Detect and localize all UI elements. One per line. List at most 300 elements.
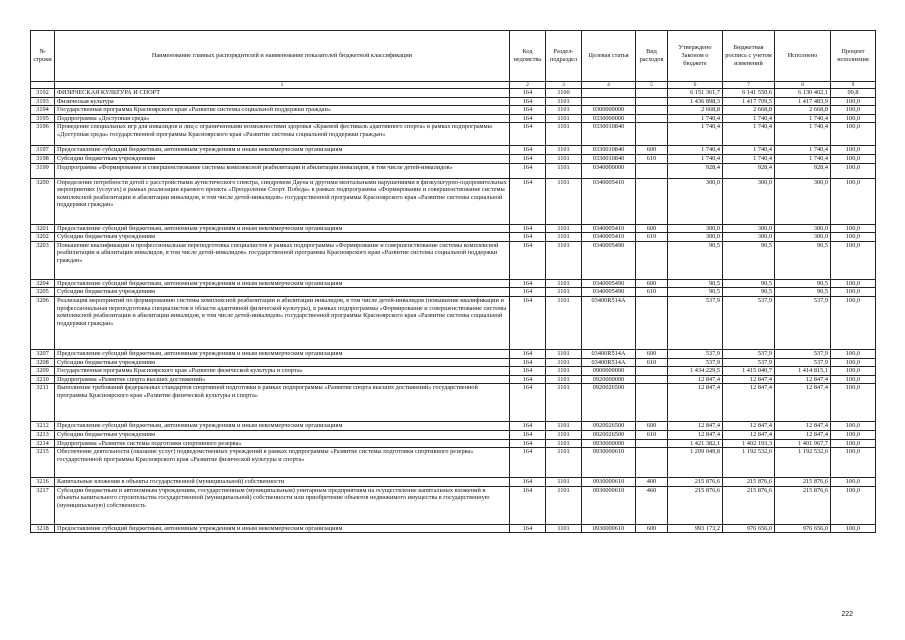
cell-dept: 164 <box>510 448 546 478</box>
table-row <box>31 114 876 123</box>
cell-budget: 928,4 <box>723 163 775 178</box>
cell-num: 3209 <box>31 367 55 376</box>
cell-num: 3195 <box>31 114 55 123</box>
cell-law: 537,9 <box>668 296 723 349</box>
cell-type: 600 <box>636 146 668 155</box>
cell-dept: 164 <box>510 486 546 524</box>
cell-num: 3205 <box>31 288 55 297</box>
table-row <box>31 448 876 478</box>
cell-budget: 6 141 550,6 <box>723 89 775 98</box>
cell-num: 3192 <box>31 89 55 98</box>
cell-target: 0330010840 <box>582 154 636 163</box>
cell-num: 3215 <box>31 448 55 478</box>
cell-section: 1101 <box>546 123 582 146</box>
cell-pct: 100,0 <box>831 233 876 242</box>
cell-law: 90,5 <box>668 288 723 297</box>
cell-target <box>582 89 636 98</box>
cell-pct: 100,0 <box>831 367 876 376</box>
table-row <box>31 478 876 487</box>
cell-pct: 100,0 <box>831 154 876 163</box>
table-row <box>31 279 876 288</box>
table-row <box>31 367 876 376</box>
cell-budget: 12 847,4 <box>723 384 775 422</box>
cell-pct: 100,0 <box>831 524 876 533</box>
column-number: 4 <box>582 82 636 89</box>
cell-section: 1101 <box>546 486 582 524</box>
cell-type: 610 <box>636 154 668 163</box>
cell-name: Подпрограмма «Развитие системы подготовки спортивного резерва» <box>55 439 510 448</box>
header-section: Раздел-подраздел <box>546 31 582 82</box>
cell-type <box>636 384 668 422</box>
cell-section: 1101 <box>546 430 582 439</box>
column-number <box>31 82 55 89</box>
cell-type: 610 <box>636 430 668 439</box>
cell-budget: 537,9 <box>723 296 775 349</box>
cell-num: 3197 <box>31 146 55 155</box>
table-row <box>31 375 876 384</box>
cell-pct: 100,0 <box>831 349 876 358</box>
cell-law: 90,5 <box>668 279 723 288</box>
cell-section: 1101 <box>546 288 582 297</box>
cell-num: 3198 <box>31 154 55 163</box>
table-row <box>31 524 876 533</box>
cell-pct: 100,0 <box>831 448 876 478</box>
page-number: 222 <box>841 611 853 618</box>
cell-dept: 164 <box>510 123 546 146</box>
cell-pct: 100,0 <box>831 241 876 279</box>
cell-law: 12 847,4 <box>668 384 723 422</box>
table-row <box>31 178 876 224</box>
cell-num: 3216 <box>31 478 55 487</box>
cell-type <box>636 178 668 224</box>
cell-type <box>636 296 668 349</box>
cell-exec: 537,9 <box>775 349 831 358</box>
header-pct: Процент исполнения <box>831 31 876 82</box>
cell-target: 0340005410 <box>582 224 636 233</box>
cell-law: 6 151 361,7 <box>668 89 723 98</box>
table-row <box>31 296 876 349</box>
cell-num: 3201 <box>31 224 55 233</box>
cell-law: 1 740,4 <box>668 154 723 163</box>
cell-target: 03400R514A <box>582 296 636 349</box>
cell-section: 1101 <box>546 358 582 367</box>
cell-budget: 2 668,8 <box>723 106 775 115</box>
cell-budget: 1 415 040,7 <box>723 367 775 376</box>
cell-budget: 300,0 <box>723 178 775 224</box>
cell-budget: 1 740,4 <box>723 123 775 146</box>
cell-law: 12 847,4 <box>668 375 723 384</box>
cell-law: 1 209 049,8 <box>668 448 723 478</box>
table-row <box>31 439 876 448</box>
cell-pct: 100,0 <box>831 486 876 524</box>
cell-exec: 1 740,4 <box>775 146 831 155</box>
cell-dept: 164 <box>510 478 546 487</box>
cell-law: 537,9 <box>668 358 723 367</box>
cell-exec: 1 740,4 <box>775 123 831 146</box>
cell-law: 300,0 <box>668 224 723 233</box>
cell-target: 0930000000 <box>582 439 636 448</box>
cell-budget: 976 656,0 <box>723 524 775 533</box>
cell-section: 1101 <box>546 279 582 288</box>
header-type: Вид расходов <box>636 31 668 82</box>
cell-budget: 1 417 709,5 <box>723 97 775 106</box>
cell-exec: 537,9 <box>775 296 831 349</box>
cell-section: 1101 <box>546 524 582 533</box>
column-number: 2 <box>510 82 546 89</box>
cell-pct: 100,0 <box>831 358 876 367</box>
cell-exec: 12 847,4 <box>775 375 831 384</box>
cell-name: Реализация мероприятий по формированию системы комплексной реабилитации и абилитации инвалидов, в том числе детей-инвалидов (повышение квалификации и профессиональная переподготовка специалистов в области адаптивной физической культуры), в рамках подпрограммы «Формирование и совершенствование системы комплексной реабилитации и абилитации инвалидов, в том числе детей-инвалидов» государственной программы Красноярского края «Развитие системы социальной поддержки граждан» <box>55 296 510 349</box>
cell-type <box>636 114 668 123</box>
cell-budget: 300,0 <box>723 224 775 233</box>
cell-name: Подпрограмма «Развитие спорта высших достижений» <box>55 375 510 384</box>
cell-section: 1101 <box>546 178 582 224</box>
cell-name: Капитальные вложения в объекты государственной (муниципальной) собственности <box>55 478 510 487</box>
cell-exec: 976 656,0 <box>775 524 831 533</box>
cell-pct: 100,0 <box>831 123 876 146</box>
table-row <box>31 146 876 155</box>
cell-dept: 164 <box>510 439 546 448</box>
cell-type <box>636 89 668 98</box>
column-number-row <box>31 82 876 89</box>
cell-name: ФИЗИЧЕСКАЯ КУЛЬТУРА И СПОРТ <box>55 89 510 98</box>
cell-exec: 928,4 <box>775 163 831 178</box>
cell-type <box>636 439 668 448</box>
cell-name: Государственная программа Красноярского края «Развитие физической культуры и спорта» <box>55 367 510 376</box>
cell-exec: 300,0 <box>775 233 831 242</box>
cell-budget: 300,0 <box>723 233 775 242</box>
cell-section: 1101 <box>546 114 582 123</box>
cell-name: Физическая культура <box>55 97 510 106</box>
column-number: 7 <box>723 82 775 89</box>
cell-dept: 164 <box>510 106 546 115</box>
cell-section: 1100 <box>546 89 582 98</box>
cell-num: 3211 <box>31 384 55 422</box>
cell-exec: 300,0 <box>775 178 831 224</box>
cell-law: 993 173,2 <box>668 524 723 533</box>
cell-dept: 164 <box>510 163 546 178</box>
cell-budget: 90,5 <box>723 288 775 297</box>
cell-section: 1101 <box>546 296 582 349</box>
cell-section: 1101 <box>546 146 582 155</box>
cell-dept: 164 <box>510 154 546 163</box>
cell-law: 12 847,4 <box>668 422 723 431</box>
cell-law: 1 421 382,1 <box>668 439 723 448</box>
cell-section: 1101 <box>546 448 582 478</box>
table-row <box>31 422 876 431</box>
column-number: 9 <box>831 82 876 89</box>
cell-budget: 1 740,4 <box>723 146 775 155</box>
cell-section: 1101 <box>546 375 582 384</box>
cell-exec: 537,9 <box>775 358 831 367</box>
cell-num: 3196 <box>31 123 55 146</box>
cell-target: 0930000610 <box>582 524 636 533</box>
header-name: Наименование главных распорядителей и наименование показателей бюджетной классификации <box>55 31 510 82</box>
table-row <box>31 349 876 358</box>
cell-pct: 100,0 <box>831 178 876 224</box>
cell-name: Выполнение требований федеральных стандартов спортивной подготовки в рамках подпрограммы «Развитие спорта высших достижений» государственной программы Красноярского края «Развитие физической культуры и спорта» <box>55 384 510 422</box>
cell-exec: 90,5 <box>775 288 831 297</box>
cell-num: 3200 <box>31 178 55 224</box>
cell-num: 3207 <box>31 349 55 358</box>
cell-num: 3202 <box>31 233 55 242</box>
cell-section: 1101 <box>546 384 582 422</box>
cell-target: 0920026500 <box>582 384 636 422</box>
cell-num: 3214 <box>31 439 55 448</box>
table-row <box>31 123 876 146</box>
cell-pct: 100,0 <box>831 375 876 384</box>
table-row <box>31 224 876 233</box>
cell-budget: 537,9 <box>723 358 775 367</box>
cell-exec: 12 847,4 <box>775 430 831 439</box>
cell-exec: 6 130 402,1 <box>775 89 831 98</box>
cell-budget: 1 740,4 <box>723 114 775 123</box>
cell-type <box>636 375 668 384</box>
cell-type: 600 <box>636 524 668 533</box>
cell-law: 1 740,4 <box>668 146 723 155</box>
cell-num: 3193 <box>31 97 55 106</box>
header-target: Целевая статья <box>582 31 636 82</box>
cell-law: 2 668,8 <box>668 106 723 115</box>
cell-dept: 164 <box>510 367 546 376</box>
cell-dept: 164 <box>510 97 546 106</box>
cell-target: 0330000000 <box>582 114 636 123</box>
cell-pct: 100,0 <box>831 146 876 155</box>
cell-pct: 100,0 <box>831 439 876 448</box>
budget-report-sheet <box>30 30 875 533</box>
cell-section: 1101 <box>546 154 582 163</box>
cell-name: Субсидии бюджетным учреждениям <box>55 358 510 367</box>
cell-type <box>636 241 668 279</box>
cell-type: 460 <box>636 486 668 524</box>
cell-section: 1101 <box>546 439 582 448</box>
table-row <box>31 430 876 439</box>
cell-num: 3204 <box>31 279 55 288</box>
cell-type: 400 <box>636 478 668 487</box>
cell-dept: 164 <box>510 288 546 297</box>
cell-dept: 164 <box>510 114 546 123</box>
header-row <box>31 31 876 82</box>
cell-budget: 12 847,4 <box>723 430 775 439</box>
cell-law: 1 740,4 <box>668 114 723 123</box>
cell-target: 0930000610 <box>582 486 636 524</box>
cell-exec: 300,0 <box>775 224 831 233</box>
cell-name: Проведение специальных игр для инвалидов и лиц с ограниченными возможностями здоровья «Краевой фестиваль адаптивного спорта» в рамках подпрограммы «Доступная среда» государственной программы Красноярского края «Развитие системы социальной поддержки граждан» <box>55 123 510 146</box>
cell-section: 1101 <box>546 106 582 115</box>
cell-law: 215 876,6 <box>668 486 723 524</box>
cell-law: 300,0 <box>668 233 723 242</box>
cell-dept: 164 <box>510 422 546 431</box>
cell-budget: 1 192 532,6 <box>723 448 775 478</box>
cell-target: 0330010840 <box>582 123 636 146</box>
column-number: 8 <box>775 82 831 89</box>
cell-budget: 90,5 <box>723 241 775 279</box>
cell-exec: 12 847,4 <box>775 384 831 422</box>
cell-section: 1101 <box>546 422 582 431</box>
cell-dept: 164 <box>510 233 546 242</box>
cell-law: 215 876,6 <box>668 478 723 487</box>
cell-pct: 100,0 <box>831 224 876 233</box>
cell-num: 3218 <box>31 524 55 533</box>
cell-section: 1101 <box>546 349 582 358</box>
cell-section: 1101 <box>546 97 582 106</box>
cell-type: 610 <box>636 288 668 297</box>
cell-pct: 100,0 <box>831 296 876 349</box>
cell-budget: 1 740,4 <box>723 154 775 163</box>
header-dept: Код ведомства <box>510 31 546 82</box>
cell-dept: 164 <box>510 178 546 224</box>
cell-section: 1101 <box>546 241 582 279</box>
table-row <box>31 358 876 367</box>
cell-exec: 12 847,4 <box>775 422 831 431</box>
cell-name: Субсидии бюджетным учреждениям <box>55 154 510 163</box>
cell-target: 0920026500 <box>582 422 636 431</box>
cell-name: Предоставление субсидий бюджетным, автономным учреждениям и иным некоммерческим организациям <box>55 279 510 288</box>
cell-exec: 1 401 967,7 <box>775 439 831 448</box>
cell-exec: 1 740,4 <box>775 154 831 163</box>
cell-type <box>636 367 668 376</box>
cell-dept: 164 <box>510 89 546 98</box>
table-body <box>31 89 876 533</box>
cell-name: Подпрограмма «Доступная среда» <box>55 114 510 123</box>
cell-num: 3213 <box>31 430 55 439</box>
cell-target: 0300000000 <box>582 106 636 115</box>
cell-pct: 100,0 <box>831 478 876 487</box>
cell-name: Предоставление субсидий бюджетным, автономным учреждениям и иным некоммерческим организациям <box>55 422 510 431</box>
cell-dept: 164 <box>510 296 546 349</box>
table-row <box>31 241 876 279</box>
header-budget: Бюджетная роспись с учетом изменений <box>723 31 775 82</box>
cell-target: 03400R514A <box>582 358 636 367</box>
table-row <box>31 154 876 163</box>
cell-target: 0900000000 <box>582 367 636 376</box>
cell-name: Повышение квалификации и профессиональная переподготовка специалистов в рамках подпрограммы «Формирование и совершенствование системы комплексной реабилитации и абилитации инвалидов, в том числе детей-инвалидов» государственной программы Красноярского края «Развитие системы социальной поддержки граждан» <box>55 241 510 279</box>
cell-law: 537,9 <box>668 349 723 358</box>
cell-dept: 164 <box>510 358 546 367</box>
header-num: № строки <box>31 31 55 82</box>
cell-pct: 99,8 <box>831 89 876 98</box>
cell-name: Обеспечение деятельности (оказание услуг) подведомственных учреждений в рамках подпрограммы «Развитие системы подготовки спортивного резерва» государственной программы Красноярского края «Развитие физической культуры и спорта» <box>55 448 510 478</box>
cell-exec: 215 876,6 <box>775 486 831 524</box>
table-row <box>31 106 876 115</box>
table-row <box>31 288 876 297</box>
cell-type <box>636 106 668 115</box>
cell-target: 0930000610 <box>582 448 636 478</box>
cell-pct: 100,0 <box>831 97 876 106</box>
cell-pct: 100,0 <box>831 163 876 178</box>
cell-law: 90,5 <box>668 241 723 279</box>
budget-table <box>30 30 876 533</box>
cell-target: 0340000000 <box>582 163 636 178</box>
cell-target: 0920026500 <box>582 430 636 439</box>
cell-dept: 164 <box>510 241 546 279</box>
header-exec: Исполнено <box>775 31 831 82</box>
cell-num: 3217 <box>31 486 55 524</box>
cell-law: 12 847,4 <box>668 430 723 439</box>
cell-budget: 12 847,4 <box>723 375 775 384</box>
column-number: 1 <box>55 82 510 89</box>
cell-pct: 100,0 <box>831 430 876 439</box>
table-row <box>31 97 876 106</box>
column-number: 5 <box>636 82 668 89</box>
cell-budget: 537,9 <box>723 349 775 358</box>
cell-section: 1101 <box>546 163 582 178</box>
cell-type: 610 <box>636 358 668 367</box>
cell-target: 03400R514A <box>582 349 636 358</box>
cell-num: 3212 <box>31 422 55 431</box>
cell-target: 0930000610 <box>582 478 636 487</box>
cell-name: Предоставление субсидий бюджетным, автономным учреждениям и иным некоммерческим организациям <box>55 224 510 233</box>
cell-budget: 1 402 193,3 <box>723 439 775 448</box>
cell-budget: 215 876,6 <box>723 478 775 487</box>
cell-exec: 215 876,6 <box>775 478 831 487</box>
cell-exec: 1 414 815,1 <box>775 367 831 376</box>
cell-dept: 164 <box>510 430 546 439</box>
cell-type: 600 <box>636 224 668 233</box>
cell-name: Субсидии бюджетным учреждениям <box>55 233 510 242</box>
table-row <box>31 89 876 98</box>
cell-dept: 164 <box>510 384 546 422</box>
cell-section: 1101 <box>546 233 582 242</box>
cell-type: 600 <box>636 349 668 358</box>
cell-num: 3199 <box>31 163 55 178</box>
table-row <box>31 163 876 178</box>
cell-type <box>636 163 668 178</box>
cell-pct: 100,0 <box>831 106 876 115</box>
cell-type <box>636 448 668 478</box>
cell-name: Субсидии бюджетным учреждениям <box>55 288 510 297</box>
cell-target <box>582 97 636 106</box>
column-number: 6 <box>668 82 723 89</box>
cell-name: Предоставление субсидий бюджетным, автономным учреждениям и иным некоммерческим организациям <box>55 349 510 358</box>
cell-type <box>636 97 668 106</box>
cell-target: 0330010840 <box>582 146 636 155</box>
cell-name: Государственная программа Красноярского края «Развитие системы социальной поддержки граждан» <box>55 106 510 115</box>
cell-name: Предоставление субсидий бюджетным, автономным учреждениям и иным некоммерческим организациям <box>55 524 510 533</box>
cell-law: 300,0 <box>668 178 723 224</box>
cell-type: 600 <box>636 422 668 431</box>
cell-budget: 215 876,6 <box>723 486 775 524</box>
cell-dept: 164 <box>510 524 546 533</box>
cell-name: Предоставление субсидий бюджетным, автономным учреждениям и иным некоммерческим организациям <box>55 146 510 155</box>
cell-exec: 1 192 532,6 <box>775 448 831 478</box>
table-row <box>31 233 876 242</box>
cell-law: 1 434 229,5 <box>668 367 723 376</box>
table-row <box>31 384 876 422</box>
cell-pct: 100,0 <box>831 114 876 123</box>
cell-exec: 90,5 <box>775 279 831 288</box>
cell-exec: 1 417 483,9 <box>775 97 831 106</box>
cell-pct: 100,0 <box>831 384 876 422</box>
cell-target: 0920000000 <box>582 375 636 384</box>
cell-type <box>636 123 668 146</box>
cell-num: 3208 <box>31 358 55 367</box>
cell-section: 1101 <box>546 224 582 233</box>
cell-dept: 164 <box>510 224 546 233</box>
cell-target: 0340005490 <box>582 288 636 297</box>
cell-num: 3194 <box>31 106 55 115</box>
cell-exec: 90,5 <box>775 241 831 279</box>
cell-dept: 164 <box>510 349 546 358</box>
cell-name: Подпрограмма «Формирование и совершенствование системы комплексной реабилитации и абилитации инвалидов, в том числе детей-инвалидов» <box>55 163 510 178</box>
cell-dept: 164 <box>510 375 546 384</box>
cell-num: 3206 <box>31 296 55 349</box>
cell-section: 1101 <box>546 478 582 487</box>
cell-target: 0340005410 <box>582 178 636 224</box>
cell-budget: 90,5 <box>723 279 775 288</box>
cell-type: 600 <box>636 279 668 288</box>
cell-pct: 100,0 <box>831 422 876 431</box>
